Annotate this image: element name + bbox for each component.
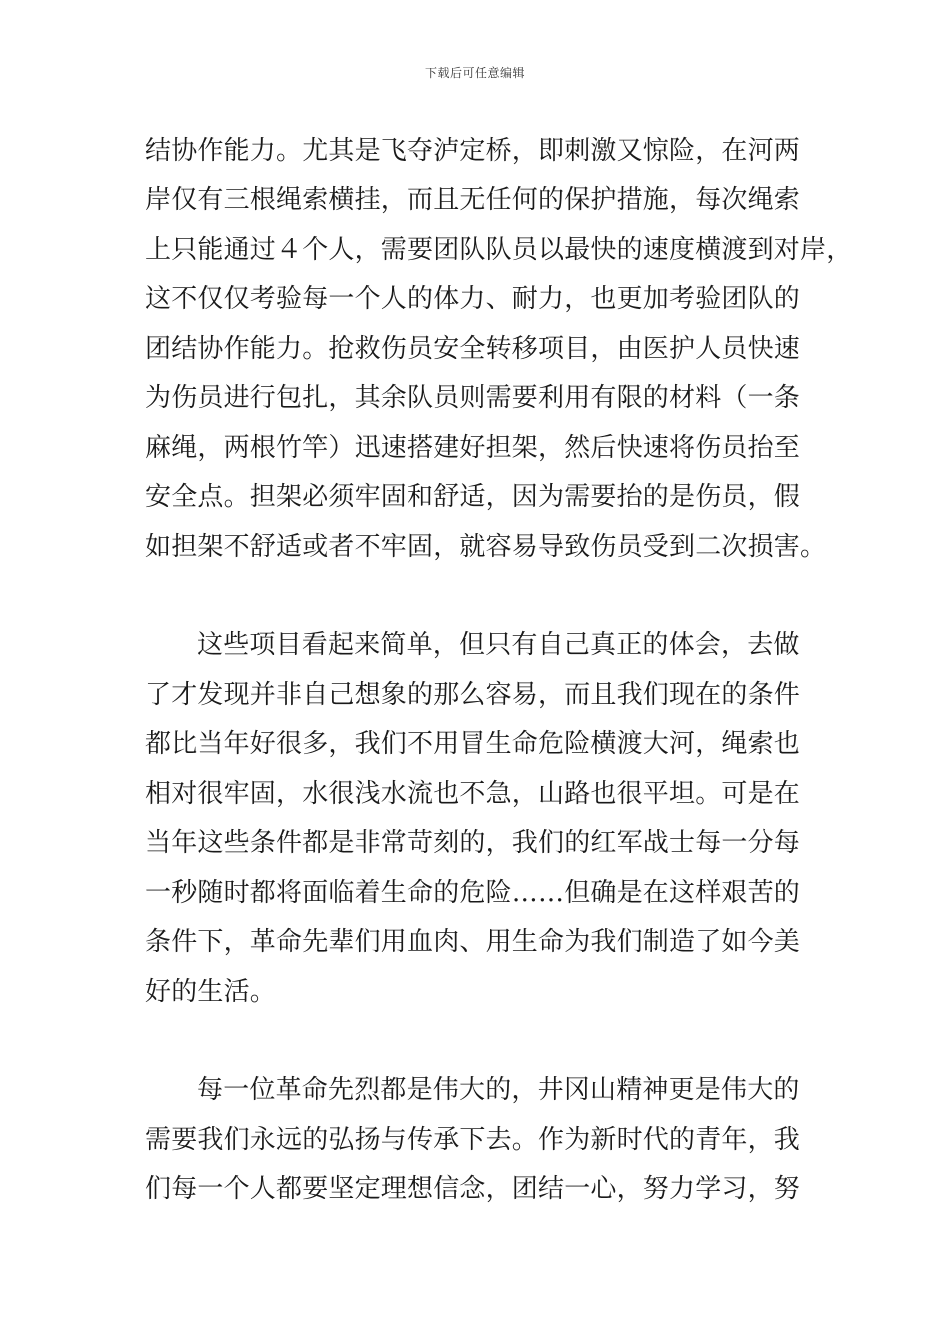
text-line: 安全点。担架必须牢固和舒适，因为需要抬的是伤员，假: [145, 482, 801, 512]
text-line: 团结协作能力。抢救伤员安全转移项目，由医护人员快速: [145, 334, 801, 364]
page-header: 下载后可任意编辑: [424, 66, 525, 80]
text-line: 好的生活。: [145, 977, 277, 1007]
text-line: 为伤员进行包扎，其余队员则需要利用有限的材料（一条: [145, 383, 801, 413]
text-line: 如担架不舒适或者不牢固，就容易导致伤员受到二次损害。: [145, 532, 827, 562]
text-line: 这些项目看起来简单，但只有自己真正的体会，去做: [197, 630, 800, 660]
text-line: 条件下，革命先辈们用血肉、用生命为我们制造了如今美: [145, 927, 801, 957]
text-line: 上只能通过４个人，需要团队队员以最快的速度横渡到对岸，: [145, 235, 853, 265]
text-line: 需要我们永远的弘扬与传承下去。作为新时代的青年，我: [145, 1125, 801, 1155]
text-line: 一秒随时都将面临着生命的危险……但确是在这样艰苦的: [145, 878, 801, 908]
text-line: 这不仅仅考验每一个人的体力、耐力，也更加考验团队的: [145, 284, 801, 314]
text-line: 了才发现并非自己想象的那么容易，而且我们现在的条件: [145, 680, 801, 710]
text-line: 岸仅有三根绳索横挂，而且无任何的保护措施，每次绳索: [145, 185, 801, 215]
text-line: 结协作能力。尤其是飞夺泸定桥，即刺激又惊险，在河两: [145, 136, 801, 166]
text-line: 都比当年好很多，我们不用冒生命危险横渡大河，绳索也: [145, 729, 801, 759]
text-line: 相对很牢固，水很浅水流也不急，山路也很平坦。可是在: [145, 779, 801, 809]
text-line: 当年这些条件都是非常苛刻的，我们的红军战士每一分每: [145, 828, 801, 858]
text-line: 们每一个人都要坚定理想信念，团结一心，努力学习，努: [145, 1174, 801, 1204]
text-line: 每一位革命先烈都是伟大的，井冈山精神更是伟大的: [197, 1075, 800, 1105]
text-line: 麻绳，两根竹竿）迅速搭建好担架，然后快速将伤员抬至: [145, 433, 801, 463]
